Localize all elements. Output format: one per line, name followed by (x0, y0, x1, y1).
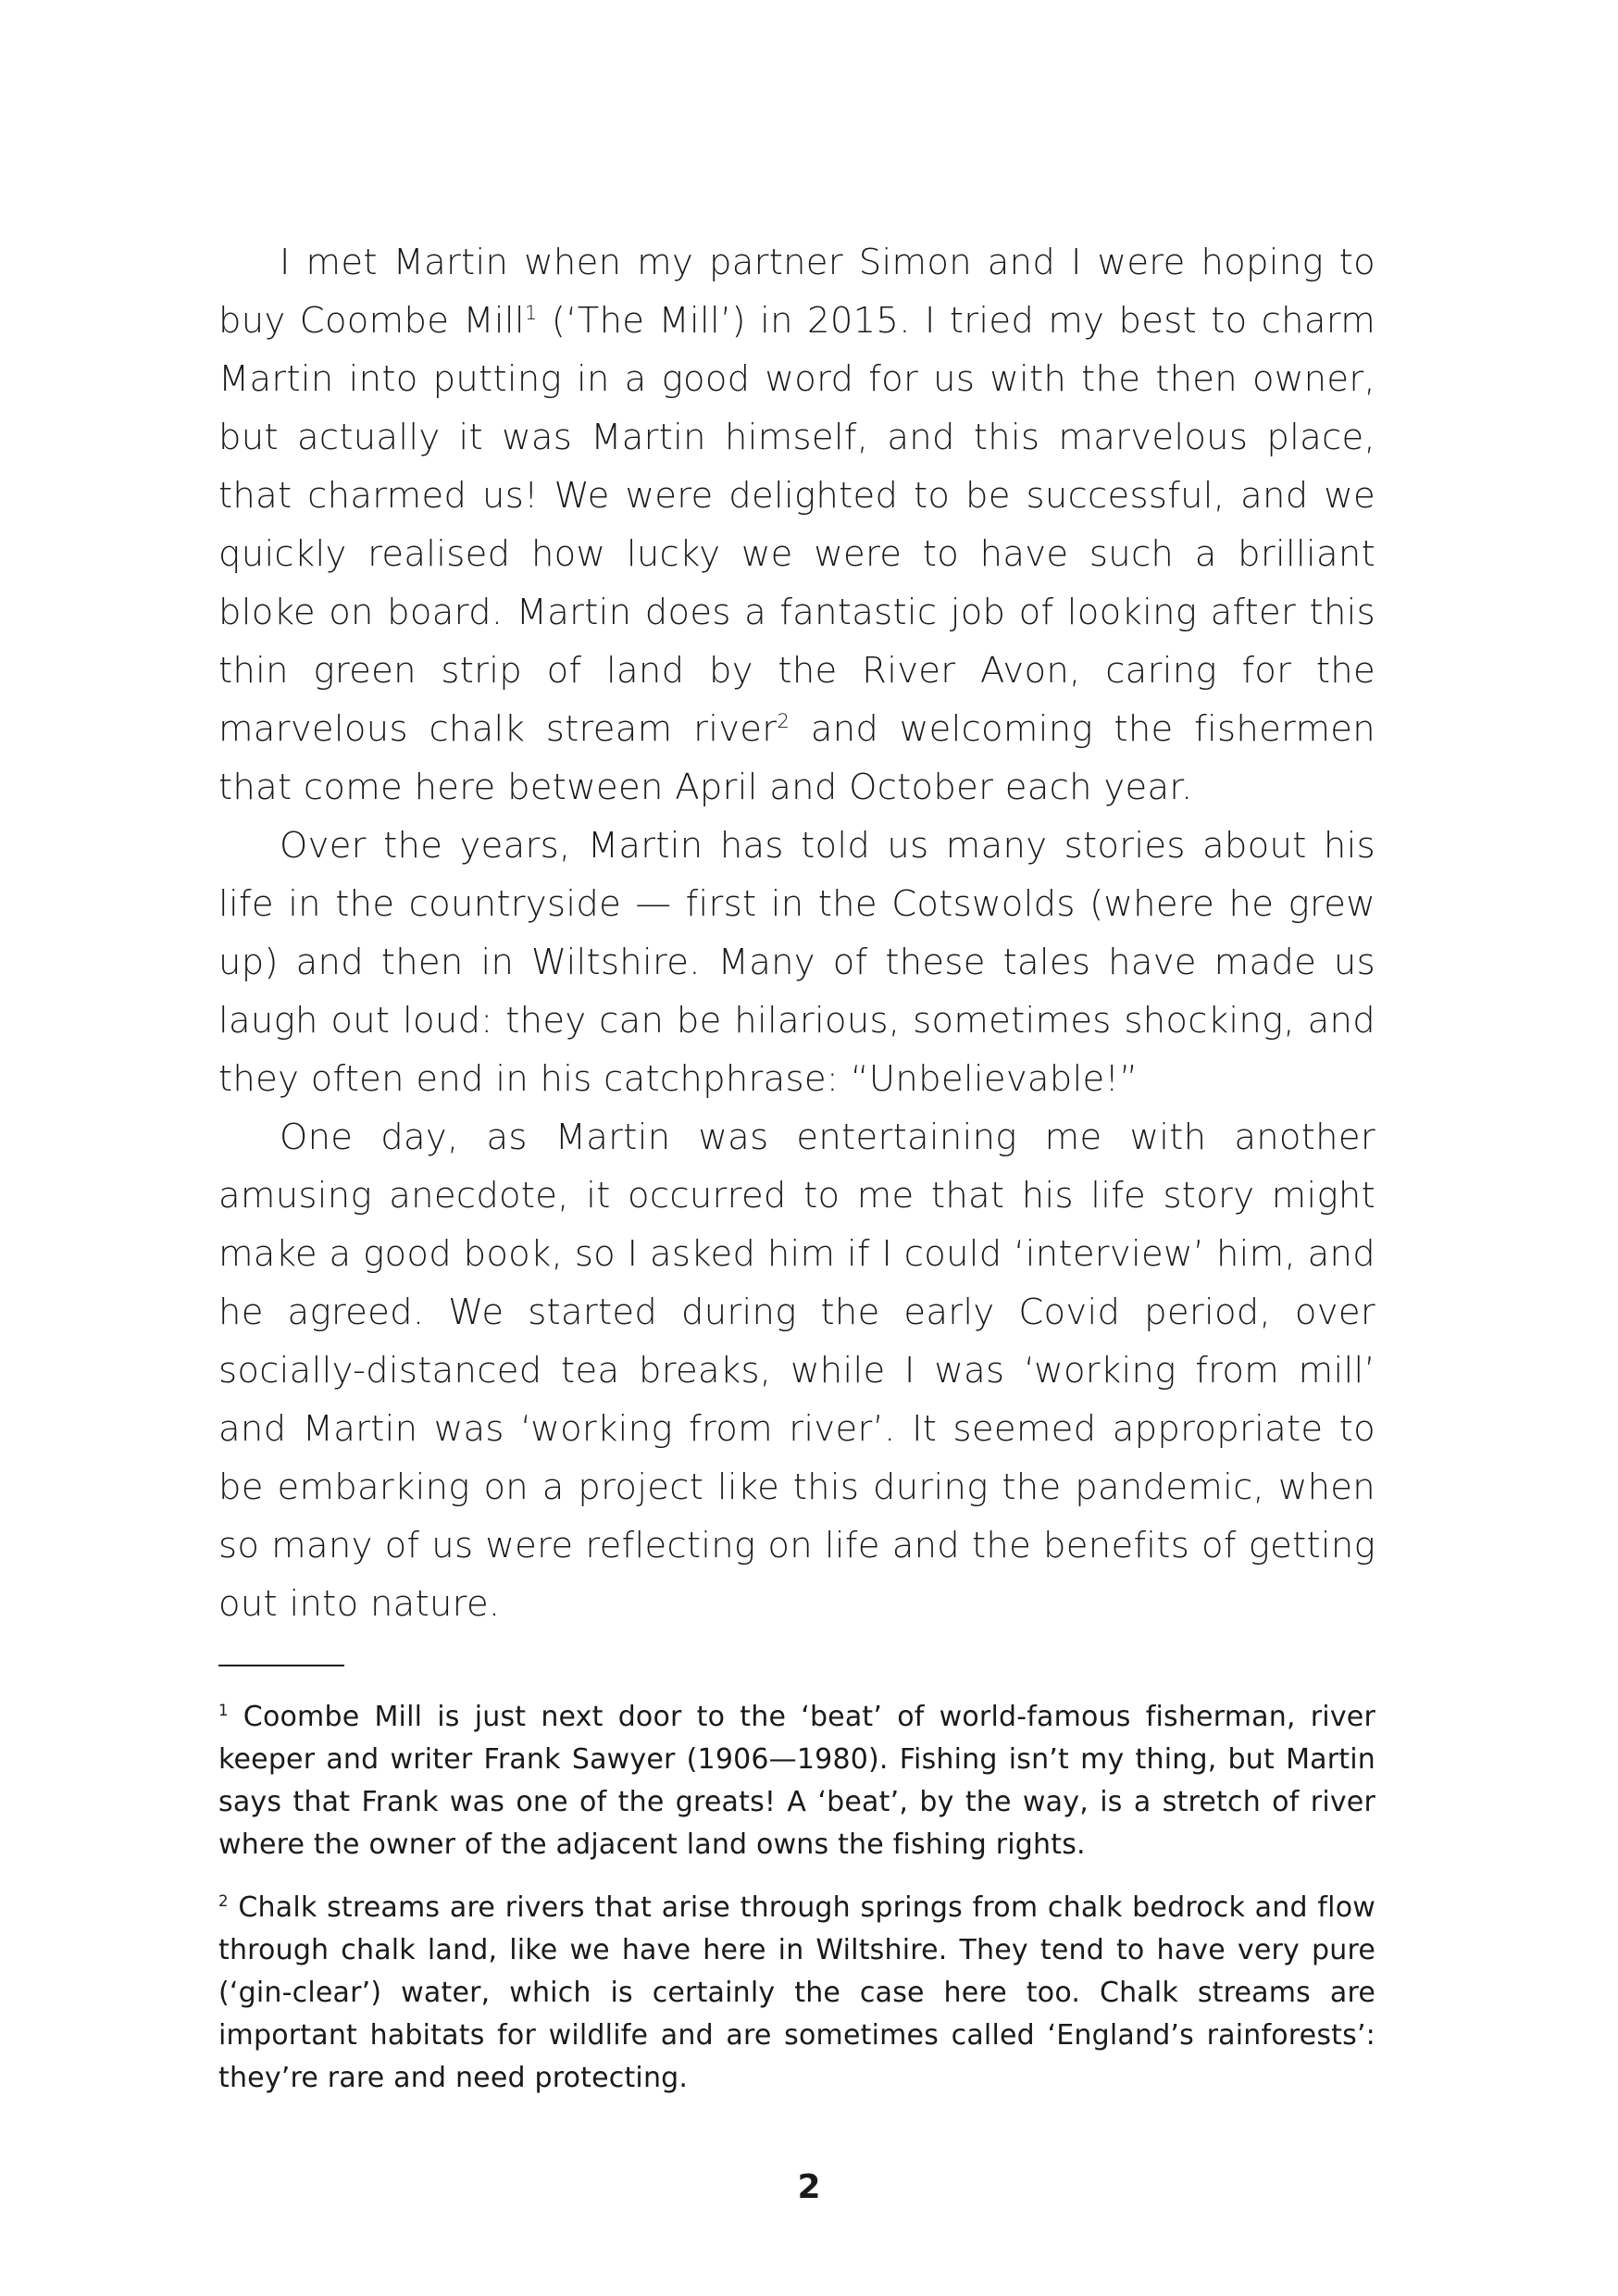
footnotes (218, 1696, 1375, 2120)
paragraph-3: One day, as Martin was entertaining me with another amusing anecdote, it occurred to me that his life story might make a good book, so I asked him if I could ‘interview’ him, and he agreed. We started during the early Covid period, over socially-distanced tea breaks, while I was ‘working from mill’ and Martin was ‘working from river’. It seemed appropriate to be embarking on a project like this during the pandemic, when so many of us were reflecting on life and the benefits of getting out into nature. (218, 1117, 1375, 1625)
paragraph-2: Over the years, Martin has told us many stories about his life in the countryside — first in the Cotswolds (where he grew up) and then in Wiltshire. Many of these tales have made us laugh out loud: they can be hilarious, sometimes shocking, and they often end in his catchphrase: “Unbelievable!” (218, 825, 1375, 1100)
footnote-divider (218, 1665, 344, 1666)
page-number: 2 (797, 2168, 821, 2206)
paragraph-1 (218, 233, 1375, 817)
paragraph-1-part-c: and welcoming the fishermen that come here between April and October each year. (218, 708, 1375, 808)
main-text (218, 233, 1375, 1633)
paragraph-1-part-b: (‘The Mill’) in 2015. I tried my best to charm Martin into putting in a good word for us with the then owner, but actually it was Martin himself, and this marvelous place, that charmed us! We were delighted to be successful, and we quickly realised how lucky we were to have such a brilliant bloke on board. Martin does a fantastic job of looking after this thin green strip of land by the River Avon, caring for the marvelous chalk stream river (218, 300, 1375, 750)
footnote-1-marker: 1 (218, 1702, 229, 1719)
footnote-1-text: Coombe Mill is just next door to the ‘beat’ of world-famous fisherman, river keeper and writer Frank Sawyer (1906—1980). Fishing isn’t my thing, but Martin says that Frank was one of the greats! A ‘beat’, by the way, is a stretch of river where the owner of the adjacent land owns the fishing rights. (218, 1701, 1375, 1861)
footnote-ref-1: 1 (524, 301, 538, 325)
footnote-2-text: Chalk streams are rivers that arise through springs from chalk bedrock and flow through chalk land, like we have here in Wiltshire. They tend to have very pure (‘gin-clear’) water, which is certainly the case here too. Chalk streams are important habitats for wildlife and are sometimes called ‘England’s rainforests’: they’re rare and need protecting. (218, 1891, 1375, 2094)
footnote-2 (218, 1887, 1375, 2100)
footnote-1 (218, 1696, 1375, 1866)
footnote-ref-2: 2 (777, 709, 790, 733)
footnote-2-marker: 2 (218, 1892, 229, 1910)
paragraph-1-part-a: I met Martin when my partner Simon and I were hoping to buy Coombe Mill (218, 242, 1375, 342)
